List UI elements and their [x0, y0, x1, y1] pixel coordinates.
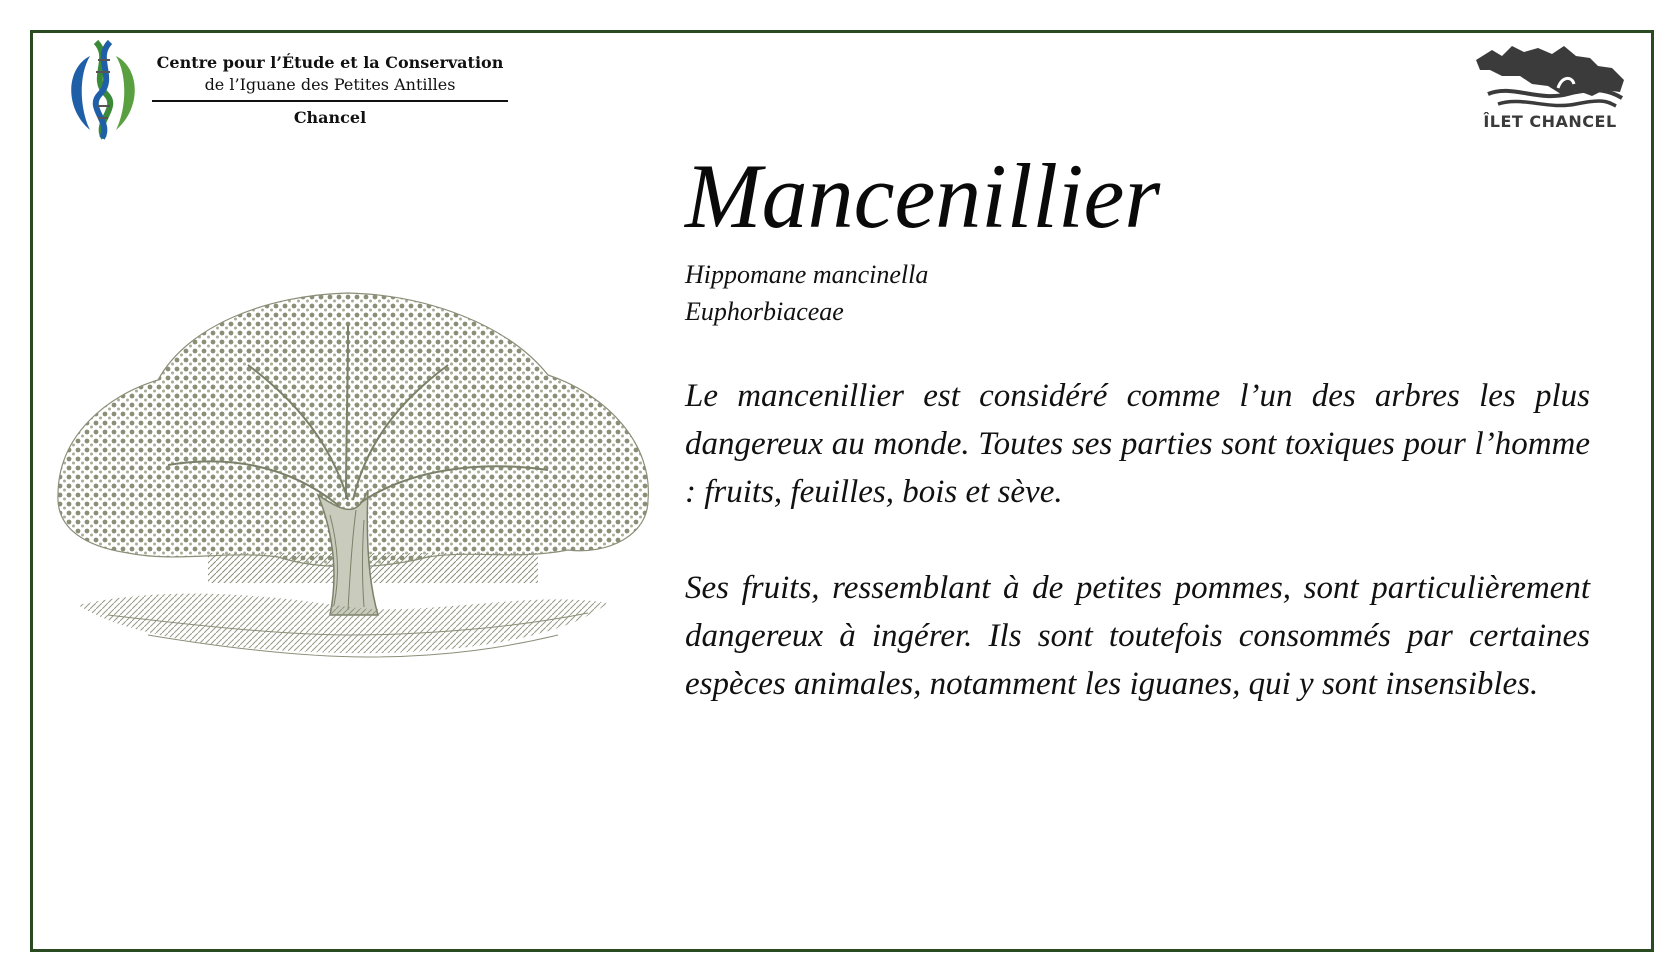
dna-helix-logo-icon — [60, 38, 146, 142]
organization-header — [60, 38, 508, 142]
plant-family: Euphorbiaceae — [685, 297, 844, 326]
plant-common-name: Mancenillier — [685, 145, 1161, 247]
org-line2: de l’Iguane des Petites Antilles — [204, 75, 456, 94]
islet-logo — [1470, 40, 1630, 131]
plant-description-panel — [685, 140, 1590, 708]
plant-scientific-name: Hippomane mancinella — [685, 260, 929, 289]
org-divider — [152, 100, 508, 102]
island-map-logo-icon — [1472, 40, 1628, 112]
engraved-tree-illustration-icon — [48, 285, 658, 700]
org-line1: Centre pour l’Étude et la Conservation — [156, 53, 504, 72]
org-line3: Chancel — [293, 108, 367, 127]
description-paragraph-1: Le mancenillier est considéré comme l’un des arbres les plus dangereux au monde. Toutes ses parties sont toxiques pour l’homme : fruits, feuilles, bois et sève. — [685, 378, 1590, 510]
organization-name — [152, 52, 508, 128]
islet-logo-label: ÎLET CHANCEL — [1483, 112, 1617, 131]
description-paragraph-2: Ses fruits, ressemblant à de petites pommes, sont particulièrement dangereux à ingérer. Ils sont toutefois consommés par certaines espèces animales, notamment les iguanes, qui y sont insensibles. — [685, 570, 1590, 702]
